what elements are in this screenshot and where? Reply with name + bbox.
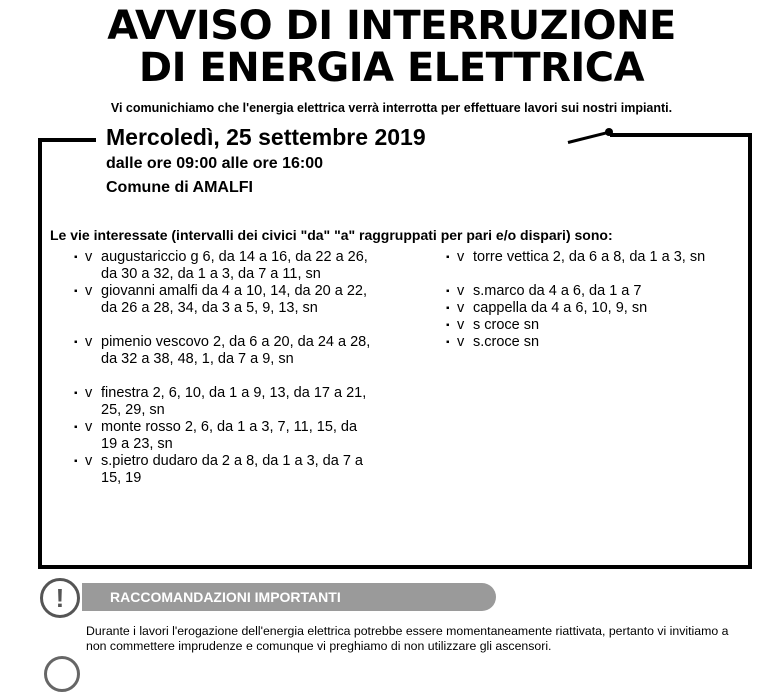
bullet-icon: ▪ <box>74 456 78 467</box>
street-text: s croce sn <box>473 317 540 333</box>
street-prefix: v <box>85 419 93 435</box>
street-item <box>74 419 374 453</box>
street-item <box>74 283 374 317</box>
street-prefix: v <box>85 385 93 401</box>
street-prefix: v <box>85 453 93 469</box>
recommendations-title: RACCOMANDAZIONI IMPORTANTI <box>110 589 341 605</box>
street-item <box>74 385 374 419</box>
box-border <box>748 133 752 569</box>
outage-comune: Comune di AMALFI <box>106 179 253 196</box>
street-text: s.marco da 4 a 6, da 1 a 7 <box>473 283 642 299</box>
street-item <box>74 334 374 368</box>
bullet-icon: ▪ <box>446 252 450 263</box>
street-text: pimenio vescovo 2, da 6 a 20, da 24 a 28, da 32 a 38, 48, 1, da 7 a 9, sn <box>101 334 371 367</box>
box-border <box>38 138 96 142</box>
street-prefix: v <box>457 300 465 316</box>
bullet-icon: ▪ <box>74 337 78 348</box>
bullet-icon: ▪ <box>74 286 78 297</box>
bullet-icon: ▪ <box>446 286 450 297</box>
street-item <box>74 453 374 487</box>
box-border <box>610 133 752 137</box>
street-item <box>446 317 746 334</box>
street-prefix: v <box>85 334 93 350</box>
recommendations-text: Durante i lavori l'erogazione dell'energia elettrica potrebbe essere momentaneamente riattivata, pertanto vi invitiamo a non commettere imprudenze e comunque vi preghiamo di non utilizzare gli ascensori. <box>86 624 729 653</box>
streets-right-column <box>446 249 746 351</box>
box-border <box>38 138 42 569</box>
warning-icon: ! <box>40 578 80 618</box>
street-text: cappella da 4 a 6, 10, 9, sn <box>473 300 648 316</box>
street-prefix: v <box>457 334 465 350</box>
intro-text: Vi comunichiamo che l'energia elettrica verrà interrotta per effettuare lavori sui nostri impianti. <box>110 101 673 115</box>
title-line-2: DI ENERGIA ELETTRICA <box>138 45 645 91</box>
street-text: monte rosso 2, 6, da 1 a 3, 7, 11, 15, da 19 a 23, sn <box>101 419 358 452</box>
street-prefix: v <box>85 283 93 299</box>
bullet-icon: ▪ <box>446 303 450 314</box>
bullet-icon: ▪ <box>446 320 450 331</box>
bullet-icon: ▪ <box>74 388 78 399</box>
street-text: torre vettica 2, da 6 a 8, da 1 a 3, sn <box>473 249 706 265</box>
street-text: giovanni amalfi da 4 a 10, 14, da 20 a 22, da 26 a 28, 34, da 3 a 5, 9, 13, sn <box>101 283 368 316</box>
street-item <box>446 300 746 317</box>
street-prefix: v <box>457 317 465 333</box>
bullet-icon: ▪ <box>446 337 450 348</box>
outage-hours: dalle ore 09:00 alle ore 16:00 <box>106 155 324 172</box>
street-item <box>446 334 746 351</box>
street-item <box>446 249 746 266</box>
street-prefix: v <box>457 283 465 299</box>
bullet-icon: ▪ <box>74 422 78 433</box>
street-prefix: v <box>85 249 93 265</box>
street-prefix: v <box>457 249 465 265</box>
street-text: s.croce sn <box>473 334 540 350</box>
title-line-1: AVVISO DI INTERRUZIONE <box>107 3 676 49</box>
street-item <box>74 249 374 283</box>
street-text: finestra 2, 6, 10, da 1 a 9, 13, da 17 a 21, 25, 29, sn <box>101 385 367 418</box>
street-item <box>446 283 746 300</box>
street-text: augustariccio g 6, da 14 a 16, da 22 a 26, da 30 a 32, da 1 a 3, da 7 a 11, sn <box>101 249 368 282</box>
info-icon <box>44 656 80 692</box>
streets-left-column <box>74 249 374 487</box>
streets-heading: Le vie interessate (intervalli dei civici "da" "a" raggruppati per pari e/o dispari) sono: <box>50 227 613 243</box>
bullet-icon: ▪ <box>74 252 78 263</box>
box-border <box>38 565 752 569</box>
street-text: s.pietro dudaro da 2 a 8, da 1 a 3, da 7 a 15, 19 <box>101 453 363 486</box>
switch-pivot-icon <box>605 128 613 136</box>
outage-date: Mercoledì, 25 settembre 2019 <box>106 124 426 150</box>
